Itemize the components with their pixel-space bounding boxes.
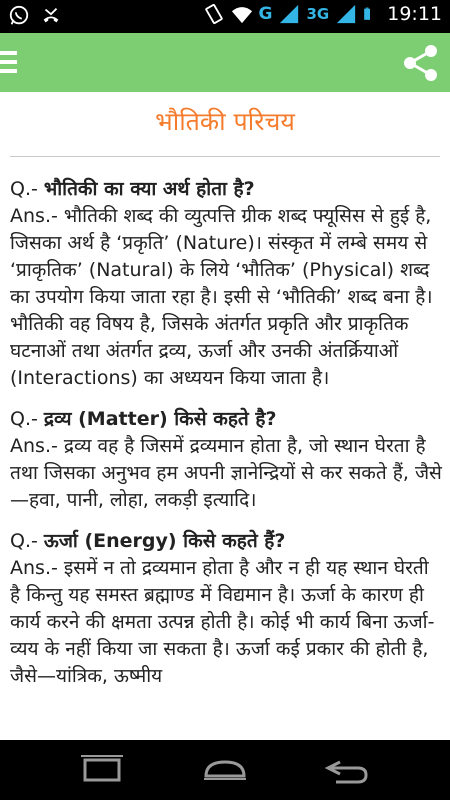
question [10, 528, 442, 555]
answer-text: Ans.- द्रव्य वह है जिसमें द्रव्यमान होता है, जो स्थान घेरता है तथा जिसका अनुभव हम अपनी ज्ञानेन्द्रियों से कर सकते हैं, जैसे—हवा, पानी, लोहा, लकड़ी इत्यादि। [10, 435, 442, 511]
signal-icon [278, 3, 300, 25]
content-area[interactable] [0, 92, 450, 740]
question-text: भौतिकी का क्या अर्थ होता है? [43, 178, 255, 200]
answer-text: Ans.- इसमें न तो द्रव्यमान होता है और न ही यह स्थान घेरती है किन्तु यह समस्त ब्रह्माण्ड में विद्यमान है। ऊर्जा के कारण ही कार्य करने की क्षमता उत्पन्न होती है। कोई भी कार्य बिना ऊर्जा-व्यय के नहीं किया जा सकता है। ऊर्जा कई प्रकार की होती है, जैसे—यांत्रिक, ऊष्मीय [10, 557, 435, 687]
back-icon[interactable] [322, 754, 372, 786]
question [10, 406, 442, 433]
home-icon[interactable] [200, 754, 250, 786]
vibrate-icon [203, 3, 225, 25]
question-text: द्रव्य (Matter) किसे कहते है? [43, 408, 277, 430]
network-type-g: G [258, 4, 273, 24]
share-icon[interactable] [398, 41, 442, 85]
recent-apps-icon[interactable] [77, 754, 127, 786]
qa-item [10, 528, 442, 690]
answer-text: Ans.- भौतिकी शब्द की व्युत्पत्ति ग्रीक शब्द फ्यूसिस से हुई है, जिसका अर्थ है ‘प्रकृति’ (Nature)। संस्कृत में लम्बे समय से ‘प्राकृतिक’ (Natural) के लिये ‘भौतिक’ (Physical) शब्द का उपयोग किया जाता रहा है। इसी से ‘भौतिकी’ शब्द बना है। भौतिकी वह विषय है, जिसके अंतर्गत प्रकृति और प्राकृतिक घटनाओं तथा अंतर्गत द्रव्य, ऊर्जा और उनकी अंतर्क्रियाओं (Interactions) का अध्ययन किया जाता है। [10, 205, 433, 389]
hamburger-menu-icon[interactable] [0, 47, 20, 77]
question [10, 176, 442, 203]
question-text: ऊर्जा (Energy) किसे कहते हैं? [43, 530, 286, 552]
qa-item [10, 176, 442, 392]
qa-item [10, 406, 442, 514]
signal-icon-2 [335, 3, 357, 25]
status-time: 19:11 [387, 3, 442, 25]
question-prefix: Q.- [10, 408, 38, 430]
question-prefix: Q.- [10, 530, 38, 552]
page-title: भौतिकी परिचय [155, 107, 295, 136]
navigation-bar [0, 740, 450, 800]
whatsapp-icon [8, 5, 30, 27]
battery-icon [363, 3, 377, 25]
title-divider [10, 156, 440, 157]
missed-call-icon [40, 5, 62, 27]
qa-list [10, 176, 442, 704]
network-type-3g: 3G [306, 5, 330, 23]
status-bar [0, 0, 450, 33]
app-bar [0, 33, 450, 92]
wifi-icon [231, 3, 253, 25]
question-prefix: Q.- [10, 178, 38, 200]
